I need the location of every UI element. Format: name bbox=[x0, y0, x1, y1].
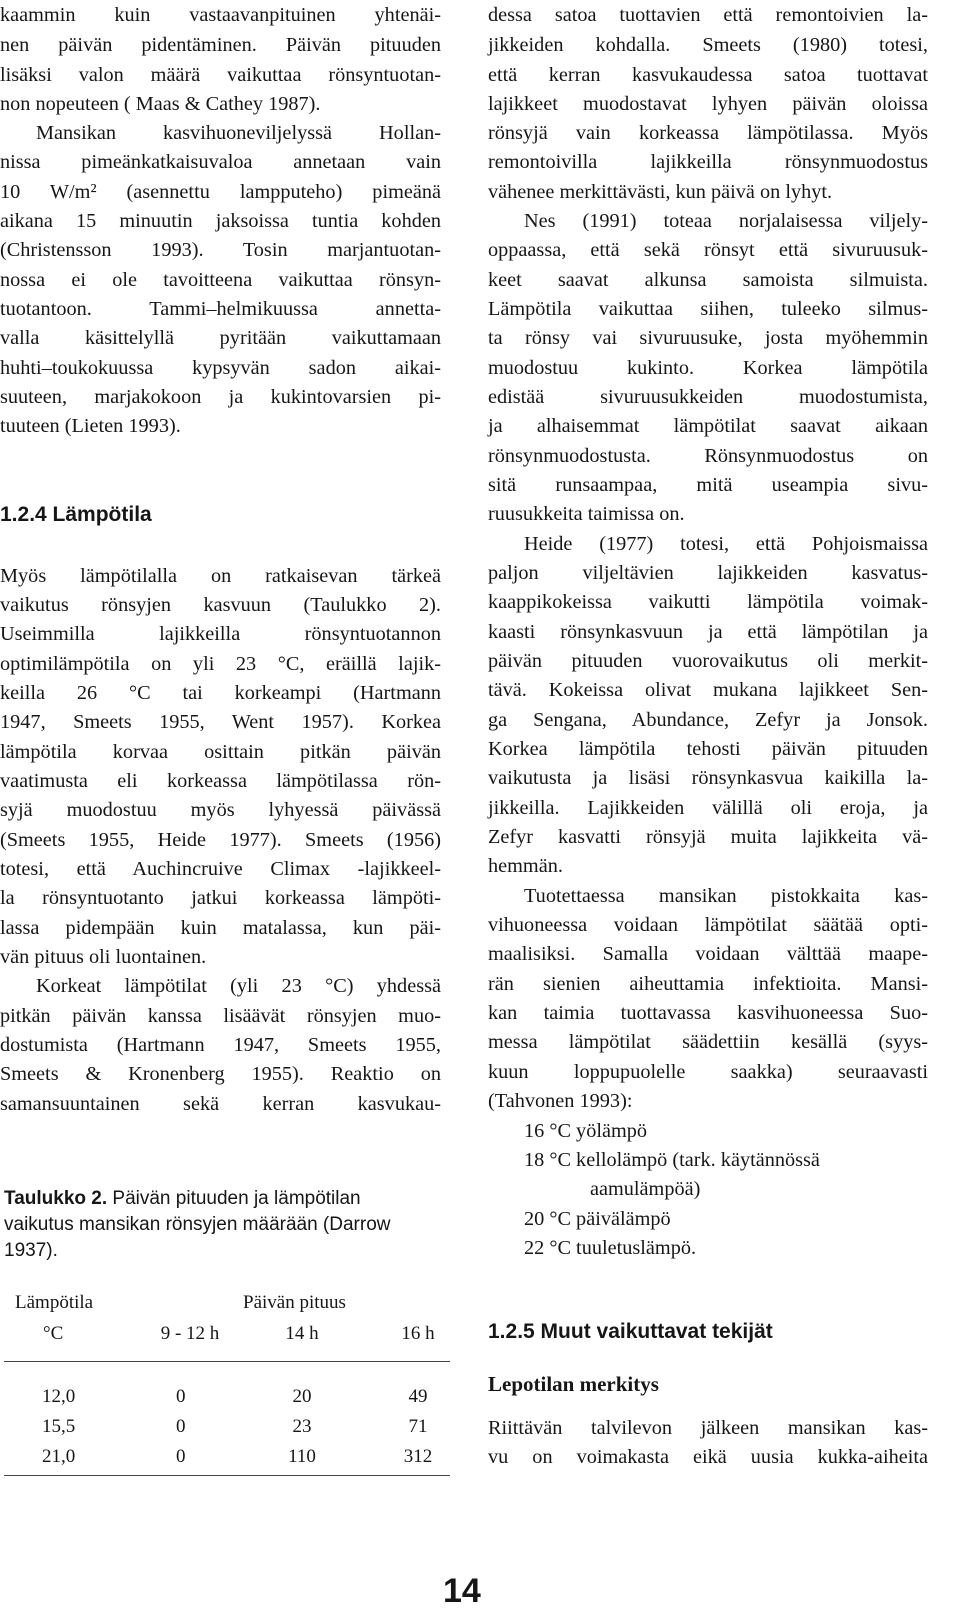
subheading: Lepotilan merkitys bbox=[488, 1372, 659, 1396]
text-line: tuotantoon. Tammi–helmikuussa annetta- bbox=[0, 298, 441, 320]
text-line: remontoivilla lajikkeilla rönsynmuodostus bbox=[488, 151, 928, 173]
table-cell: 71 bbox=[408, 1416, 428, 1437]
list-item: 20 °C päivälämpö bbox=[524, 1208, 671, 1230]
table-col-header: 9 - 12 h bbox=[160, 1323, 220, 1344]
text-line: (Christensson 1993). Tosin marjantuotan- bbox=[0, 239, 441, 261]
left-column bbox=[0, 0, 441, 1618]
text-line: vaatimusta eli korkeassa lämpötilassa rön- bbox=[0, 770, 441, 792]
text-line: lisäksi valon määrä vaikuttaa rönsyntuotan- bbox=[0, 64, 441, 86]
text-line: päivän pituuden vuorovaikutus oli merkit- bbox=[488, 650, 928, 672]
text-line: vän pituus oli luontainen. bbox=[0, 946, 207, 968]
table-caption bbox=[4, 1186, 464, 1264]
text-line: lassa pidempään kuin matalassa, kun päi- bbox=[0, 917, 441, 939]
text-line: 1947, Smeets 1955, Went 1957). Korkea bbox=[0, 711, 441, 733]
table-cell: 23 bbox=[292, 1416, 312, 1437]
text-line: non nopeuteen ( Maas & Cathey 1987). bbox=[0, 93, 321, 115]
table-cell: 0 bbox=[176, 1416, 186, 1437]
text-line: Zefyr kasvatti rönsyjä muita lajikkeita vä- bbox=[488, 826, 928, 848]
table-cell: 20 bbox=[292, 1386, 312, 1407]
text-line: Riittävän talvilevon jälkeen mansikan kas- bbox=[488, 1417, 928, 1439]
table-col-header: 14 h bbox=[285, 1323, 319, 1344]
table-unit: °C bbox=[43, 1323, 64, 1344]
text-line: keet saavat alkunsa samoista silmuista. bbox=[488, 269, 928, 291]
text-line: nossa ei ole tavoitteena vaikuttaa rönsyn- bbox=[0, 269, 441, 291]
text-line: ruusukkeita taimissa on. bbox=[488, 503, 685, 525]
text-line: vaikutusta ja lisäsi rönsynkasvua kaikilla la- bbox=[488, 767, 928, 789]
table-cell: 312 bbox=[403, 1446, 433, 1467]
text-line: aikana 15 minuutin jaksoissa tuntia kohden bbox=[0, 210, 441, 232]
table-caption-text: vaikutus mansikan rönsyjen määrään (Darrow bbox=[4, 1214, 391, 1235]
text-line: Tuotettaessa mansikan pistokkaita kas- bbox=[524, 885, 928, 907]
right-column bbox=[488, 0, 928, 1618]
list-item: 16 °C yölämpö bbox=[524, 1120, 648, 1142]
text-line: vihuoneessa voidaan lämpötilat säätää opti- bbox=[488, 914, 928, 936]
text-line: Mansikan kasvihuoneviljelyssä Hollan- bbox=[36, 122, 441, 144]
text-line: vähenee merkittävästi, kun päivä on lyhyt. bbox=[488, 181, 833, 203]
text-line: vu on voimakasta eikä uusia kukka-aiheita bbox=[488, 1446, 928, 1468]
text-line: keilla 26 °C tai korkeampi (Hartmann bbox=[0, 682, 441, 704]
text-line: optimilämpötila on yli 23 °C, eräillä lajik- bbox=[0, 653, 441, 675]
text-line: Korkeat lämpötilat (yli 23 °C) yhdessä bbox=[36, 975, 441, 997]
text-line: Myös lämpötilalla on ratkaisevan tärkeä bbox=[0, 565, 441, 587]
text-line: suuteen, marjakokoon ja kukintovarsien pi- bbox=[0, 386, 441, 408]
text-line: sitä runsaampaa, mitä useampia sivu- bbox=[488, 474, 928, 496]
list-item: aamulämpöä) bbox=[590, 1178, 701, 1200]
text-line: oppaassa, että sekä rönsyt että sivuruusuk- bbox=[488, 239, 928, 261]
text-line: kaappikokeissa vaikutti lämpötila voimak- bbox=[488, 591, 928, 613]
text-line: kaasti rönsynkasvuun ja että lämpötilan ja bbox=[488, 621, 928, 643]
text-line: totesi, että Auchincruive Climax -lajikkeel- bbox=[0, 858, 441, 880]
text-line: lämpötila korvaa osittain pitkän päivän bbox=[0, 741, 441, 763]
text-line: kuun loppupuolelle saakka) seuraavasti bbox=[488, 1061, 928, 1083]
text-line: ta rönsy vai sivuruusuke, josta myöhemmin bbox=[488, 327, 928, 349]
text-line: lajikkeet muodostavat lyhyen päivän oloissa bbox=[488, 93, 928, 115]
section-heading: 1.2.5 Muut vaikuttavat tekijät bbox=[488, 1320, 773, 1343]
text-line: (Tahvonen 1993): bbox=[488, 1090, 633, 1112]
text-line: Lämpötila vaikuttaa siihen, tuleeko silmus- bbox=[488, 298, 928, 320]
text-line: ja alhaisemmat lämpötilat saavat aikaan bbox=[488, 415, 928, 437]
text-line: syjä muodostuu myös lyhyessä päivässä bbox=[0, 799, 441, 821]
text-line: la rönsyntuotanto jatkui korkeassa lämpöti- bbox=[0, 887, 441, 909]
text-line: messa lämpötilat säädettiin kesällä (syys- bbox=[488, 1031, 928, 1053]
text-line: samansuuntainen sekä kerran kasvukau- bbox=[0, 1093, 441, 1115]
list-item: 18 °C kellolämpö (tark. käytännössä bbox=[524, 1149, 820, 1171]
table-cell: 12,0 bbox=[42, 1386, 76, 1407]
text-line: tävä. Kokeissa olivat mukana lajikkeet Sen- bbox=[488, 679, 928, 701]
list-item: 22 °C tuuletuslämpö. bbox=[524, 1237, 697, 1259]
text-line: nen päivän pidentäminen. Päivän pituuden bbox=[0, 34, 441, 56]
table-caption-label: Taulukko 2. bbox=[4, 1188, 108, 1209]
table-cell: 0 bbox=[176, 1446, 186, 1467]
text-line: muodostuu kukinto. Korkea lämpötila bbox=[488, 357, 928, 379]
text-line: Smeets & Kronenberg 1955). Reaktio on bbox=[0, 1063, 441, 1085]
text-line: Useimmilla lajikkeilla rönsyntuotannon bbox=[0, 623, 441, 645]
text-line: rönsynmuodostusta. Rönsynmuodostus on bbox=[488, 445, 928, 467]
table-cell: 49 bbox=[408, 1386, 428, 1407]
text-line: tuuteen (Lieten 1993). bbox=[0, 415, 181, 437]
table-rule bbox=[4, 1475, 450, 1476]
text-line: valla käsittelyllä pyritään vaikuttamaan bbox=[0, 327, 441, 349]
text-line: rönsyjä vain korkeassa lämpötilassa. Myös bbox=[488, 122, 928, 144]
text-line: edistää sivuruusukkeiden muodostumista, bbox=[488, 386, 928, 408]
table-cell: 110 bbox=[288, 1446, 316, 1467]
table-caption-text: Päivän pituuden ja lämpötilan bbox=[107, 1188, 361, 1209]
table-rule bbox=[4, 1361, 450, 1362]
text-line: kaammin kuin vastaavanpituinen yhtenäi- bbox=[0, 4, 441, 26]
section-heading: 1.2.4 Lämpötila bbox=[0, 503, 152, 526]
text-line: maalisiksi. Samalla voidaan välttää maape- bbox=[488, 943, 928, 965]
table-cell: 0 bbox=[176, 1386, 186, 1407]
table-col-header: 16 h bbox=[401, 1323, 435, 1344]
text-line: vaikutus rönsyjen kasvuun (Taulukko 2). bbox=[0, 594, 441, 616]
text-line: Heide (1977) totesi, että Pohjoismaissa bbox=[524, 533, 928, 555]
text-line: Korkea lämpötila tehosti päivän pituuden bbox=[488, 738, 928, 760]
text-line: rän sienien aiheuttamia infektioita. Mansi- bbox=[488, 973, 928, 995]
table-caption-text: 1937). bbox=[4, 1240, 58, 1261]
page-number: 14 bbox=[443, 1572, 481, 1610]
text-line: dessa satoa tuottavien että remontoivien la- bbox=[488, 4, 928, 26]
table-cell: 15,5 bbox=[42, 1416, 76, 1437]
text-line: 10 W/m² (asennettu lampputeho) pimeänä bbox=[0, 181, 441, 203]
table-header-day: Päivän pituus bbox=[243, 1292, 346, 1313]
text-line: jikkeiden kohdalla. Smeets (1980) totesi, bbox=[488, 34, 928, 56]
text-line: dostumista (Hartmann 1947, Smeets 1955, bbox=[0, 1034, 441, 1056]
text-line: huhti–toukokuussa kypsyvän sadon aikai- bbox=[0, 357, 441, 379]
text-line: nissa pimeänkatkaisuvaloa annetaan vain bbox=[0, 151, 441, 173]
text-line: kan taimia tuottavassa kasvihuoneessa Suo- bbox=[488, 1002, 928, 1024]
text-line: että kerran kasvukaudessa satoa tuottavat bbox=[488, 64, 928, 86]
table-cell: 21,0 bbox=[42, 1446, 76, 1467]
text-line: hemmän. bbox=[488, 855, 563, 877]
text-line: (Smeets 1955, Heide 1977). Smeets (1956) bbox=[0, 829, 441, 851]
text-line: jikkeilla. Lajikkeiden välillä oli eroja, ja bbox=[488, 797, 928, 819]
text-line: paljon viljeltävien lajikkeiden kasvatus- bbox=[488, 562, 928, 584]
text-line: Nes (1991) toteaa norjalaisessa viljely- bbox=[524, 210, 928, 232]
text-line: ga Sengana, Abundance, Zefyr ja Jonsok. bbox=[488, 709, 928, 731]
table-header-temp: Lämpötila bbox=[15, 1292, 94, 1313]
text-line: pitkän päivän kanssa lisäävät rönsyjen muo- bbox=[0, 1005, 441, 1027]
